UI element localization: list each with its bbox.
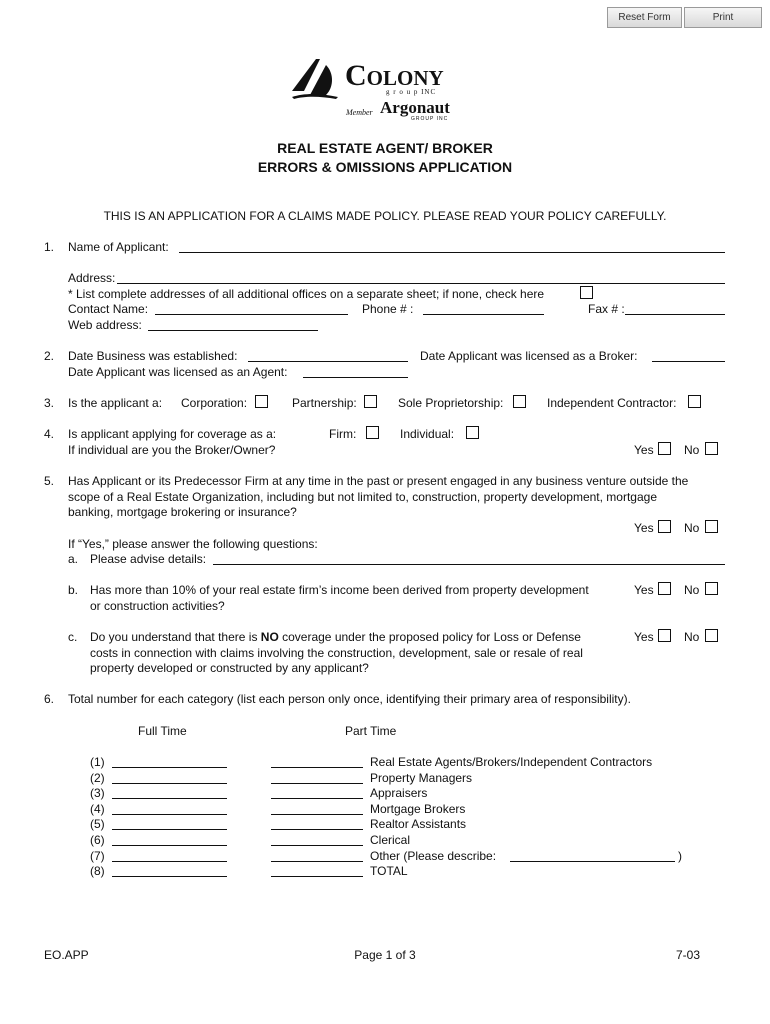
other-close-paren: ) — [678, 849, 682, 863]
q6-label: Total number for each category (list each person only once, identifying their primary area of responsibility). — [68, 692, 631, 706]
q5-text-line1: Has Applicant or its Predecessor Firm at any time in the past or present engaged in any business venture outside the — [68, 474, 689, 488]
q5a-label: Please advise details: — [90, 552, 207, 566]
fax-field[interactable] — [625, 314, 725, 315]
staff-category-label: Clerical — [370, 833, 411, 847]
firm-checkbox[interactable] — [366, 426, 379, 439]
part-time-count-field[interactable] — [271, 767, 363, 768]
broker-owner-yes-checkbox[interactable] — [658, 442, 671, 455]
full-time-count-field[interactable] — [112, 783, 227, 784]
full-time-count-field[interactable] — [112, 829, 227, 830]
logo-brand-sub: g r o u p INC — [386, 88, 437, 96]
sole-proprietorship-checkbox[interactable] — [513, 395, 526, 408]
web-address-field[interactable] — [148, 330, 318, 331]
broker-license-date-field[interactable] — [652, 361, 725, 362]
agent-license-date-field[interactable] — [303, 377, 408, 378]
q4-number: 4. — [44, 427, 55, 441]
q5c-no-checkbox[interactable] — [705, 629, 718, 642]
sole-proprietorship-label: Sole Proprietorship: — [398, 396, 504, 410]
page-subtitle: ERRORS & OMISSIONS APPLICATION — [257, 159, 513, 175]
full-time-count-field[interactable] — [112, 861, 227, 862]
staff-category-label: Appraisers — [370, 786, 428, 801]
broker-license-date-label: Date Applicant was licensed as a Broker: — [420, 349, 638, 363]
footer-page-number: Page 1 of 3 — [354, 948, 416, 962]
staff-row-number: (4) — [90, 801, 105, 816]
print-button[interactable]: Print — [684, 7, 762, 28]
q5b-no-label: No — [684, 583, 700, 597]
q5b-yes-label: Yes — [634, 583, 654, 597]
q1-number: 1. — [44, 240, 55, 254]
staff-row-number: (7) — [90, 848, 105, 863]
q5-no-checkbox[interactable] — [705, 520, 718, 533]
part-time-count-field[interactable] — [271, 876, 363, 877]
full-time-header: Full Time — [138, 724, 187, 738]
page-title: REAL ESTATE AGENT/ BROKER — [277, 140, 493, 156]
full-time-count-field[interactable] — [112, 798, 227, 799]
q5-yes-checkbox[interactable] — [658, 520, 671, 533]
staff-category-label: Other (Please describe: — [370, 848, 497, 863]
q2-number: 2. — [44, 349, 55, 363]
q5b-text-line1: Has more than 10% of your real estate firm’s income been derived from property development — [90, 583, 589, 597]
phone-field[interactable] — [423, 314, 544, 315]
corporation-checkbox[interactable] — [255, 395, 268, 408]
q6-number: 6. — [44, 692, 55, 706]
independent-contractor-checkbox[interactable] — [688, 395, 701, 408]
part-time-count-field[interactable] — [271, 798, 363, 799]
broker-owner-no-checkbox[interactable] — [705, 442, 718, 455]
business-established-field[interactable] — [248, 361, 408, 362]
address-field[interactable] — [117, 283, 725, 284]
firm-label: Firm: — [329, 427, 357, 441]
other-describe-field[interactable] — [510, 861, 675, 862]
staff-category-label: Mortgage Brokers — [370, 801, 466, 816]
part-time-count-field[interactable] — [271, 845, 363, 846]
policy-notice: THIS IS AN APPLICATION FOR A CLAIMS MADE POLICY. PLEASE READ YOUR POLICY CAREFULLY. — [103, 209, 667, 223]
staff-row-number: (3) — [90, 786, 105, 801]
q5c-yes-label: Yes — [634, 630, 654, 644]
individual-label: Individual: — [400, 427, 455, 441]
q5-text-line2: scope of a Real Estate Organization, including but not limited to, construction, property development, mortgage — [68, 490, 657, 504]
full-time-count-field[interactable] — [112, 845, 227, 846]
full-time-count-field[interactable] — [112, 814, 227, 815]
agent-license-date-label: Date Applicant was licensed as an Agent: — [68, 365, 288, 379]
part-time-count-field[interactable] — [271, 861, 363, 862]
independent-contractor-label: Independent Contractor: — [547, 396, 677, 410]
full-time-count-field[interactable] — [112, 876, 227, 877]
web-address-label: Web address: — [68, 318, 142, 332]
q5-yes-label: Yes — [634, 521, 654, 535]
q5b-text-line2: or construction activities? — [90, 599, 225, 613]
part-time-count-field[interactable] — [271, 783, 363, 784]
corporation-label: Corporation: — [181, 396, 248, 410]
contact-name-label: Contact Name: — [68, 302, 149, 316]
q5b-letter: b. — [68, 583, 79, 597]
footer-revision: 7-03 — [676, 948, 701, 962]
business-established-label: Date Business was established: — [68, 349, 238, 363]
applicant-name-field[interactable] — [179, 252, 725, 253]
staff-category-label: Real Estate Agents/Brokers/Independent Contractors — [370, 755, 653, 769]
q5c-text-bold: NO — [260, 630, 279, 644]
no-additional-offices-checkbox[interactable] — [580, 286, 593, 299]
staff-category-label: Property Managers — [370, 770, 473, 785]
q5c-no-label: No — [684, 630, 700, 644]
q5c-text-pre: Do you understand that there is — [90, 630, 261, 644]
broker-owner-yes-label: Yes — [634, 443, 654, 457]
additional-offices-note: * List complete addresses of all additional offices on a separate sheet; if none, check here — [68, 287, 545, 301]
q5-text-line3: banking, mortgage brokering or insurance? — [68, 505, 297, 519]
colony-group-logo — [290, 55, 460, 125]
partnership-label: Partnership: — [292, 396, 357, 410]
footer-form-code: EO.APP — [44, 948, 89, 962]
broker-owner-question: If individual are you the Broker/Owner? — [68, 443, 276, 457]
applicant-name-label: Name of Applicant: — [68, 240, 169, 254]
part-time-header: Part Time — [345, 724, 397, 738]
logo-brand-letter: C — [345, 59, 367, 92]
q5-if-yes: If “Yes,” please answer the following questions: — [68, 537, 318, 551]
q5c-yes-checkbox[interactable] — [658, 629, 671, 642]
q5c-text-post: coverage under the proposed policy for Loss or Defense — [278, 630, 581, 644]
sailboat-icon — [290, 55, 340, 105]
logo-brand-name: OLONY — [366, 66, 444, 90]
reset-form-button[interactable]: Reset Form — [607, 7, 682, 28]
logo-member: Member — [346, 108, 373, 117]
broker-owner-no-label: No — [684, 443, 700, 457]
phone-label: Phone # : — [362, 302, 414, 316]
q5c-text-line1 — [90, 630, 581, 644]
q3-number: 3. — [44, 396, 55, 410]
q5c-letter: c. — [68, 630, 78, 644]
part-time-count-field[interactable] — [271, 829, 363, 830]
q5-no-label: No — [684, 521, 700, 535]
q5c-text-line2: costs in connection with claims involving the construction, development, sale or resale of real — [90, 646, 583, 660]
full-time-count-field[interactable] — [112, 767, 227, 768]
coverage-type-label: Is applicant applying for coverage as a: — [68, 427, 277, 441]
part-time-count-field[interactable] — [271, 814, 363, 815]
staff-category-label: TOTAL — [370, 864, 408, 879]
fax-label: Fax # : — [588, 302, 625, 316]
logo-argonaut: Argonaut — [380, 98, 450, 117]
staff-row-number: (6) — [90, 833, 105, 847]
q5c-text-line3: property developed or constructed by any applicant? — [90, 661, 369, 675]
applicant-type-label: Is the applicant a: — [68, 396, 163, 410]
logo-argonaut-sub: GROUP INC — [411, 116, 449, 122]
staff-row-number: (2) — [90, 770, 105, 785]
staff-row-number: (1) — [90, 755, 105, 769]
q5a-details-field[interactable] — [213, 564, 725, 565]
q5b-yes-checkbox[interactable] — [658, 582, 671, 595]
partnership-checkbox[interactable] — [364, 395, 377, 408]
q5-number: 5. — [44, 474, 55, 488]
q5b-no-checkbox[interactable] — [705, 582, 718, 595]
staff-row-number: (8) — [90, 864, 105, 879]
contact-name-field[interactable] — [155, 314, 348, 315]
individual-checkbox[interactable] — [466, 426, 479, 439]
staff-row-number: (5) — [90, 817, 105, 832]
q5a-letter: a. — [68, 552, 79, 566]
staff-category-label: Realtor Assistants — [370, 817, 467, 832]
address-label: Address: — [68, 271, 116, 285]
